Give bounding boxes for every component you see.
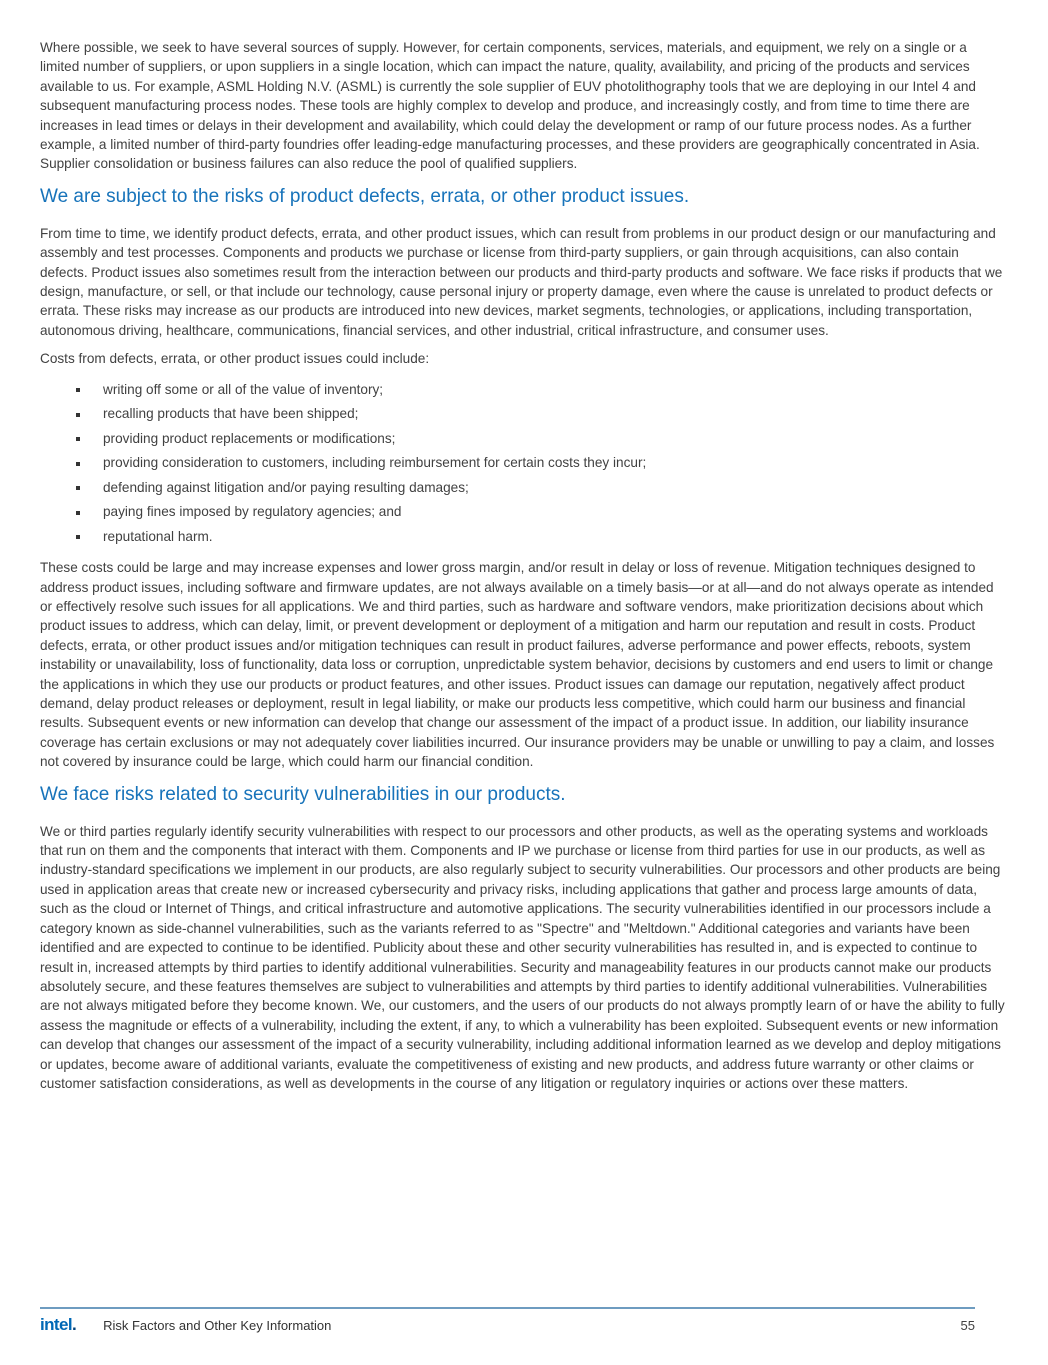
paragraph: These costs could be large and may increase expenses and lower gross margin, and/or result in delay or loss of revenue. Mitigation techniques designed to address product issues, including software and firmware updates, are not always available on a timely basis—or at all—and do not always operate as intended or effectively resolve such issues for all applications. We and third parties, such as hardware and software vendors, make prioritization decisions about which product issues to address, which can delay, limit, or prevent development or deployment of a mitigation and harm our reputation and result in costs. Product defects, errata, or other product issues and/or mitigation techniques can result in product failures, adverse performance and power effects, reboots, system instability or unavailability, loss of functionality, data loss or corruption, unpredictable system behavior, decisions by customers and end users to limit or change the applications in which they use our products or product features, and other issues. Product issues can damage our reputation, negatively affect product demand, delay product releases or deployment, result in legal liability, or make our products less competitive, which could harm our business and financial results. Subsequent events or new information can develop that change our assessment of the impact of a product issue. In addition, our liability insurance coverage has certain exclusions or may not adequately cover liabilities incurred. Our insurance providers may be unable or unwilling to pay a claim, and losses not covered by insurance could be large, which could harm our financial condition. — [40, 560, 995, 770]
list-item-text: writing off some or all of the value of inventory; — [103, 381, 384, 397]
list-item-text: reputational harm. — [103, 528, 213, 544]
footer-row — [40, 1317, 975, 1333]
section-heading-security-vulnerabilities: We face risks related to security vulnerabilities in our products. — [40, 783, 566, 805]
intel-logo-dot: . — [71, 1315, 77, 1334]
report-body — [40, 38, 1008, 1102]
risk-section-security-vulnerabilities — [40, 782, 1008, 1094]
bullet-marker — [76, 388, 80, 392]
list-item-text: providing consideration to customers, including reimbursement for certain costs they incur; — [103, 455, 647, 471]
list-item-text: providing product replacements or modifications; — [103, 430, 396, 446]
list-item-text: recalling products that have been shipped; — [103, 406, 359, 422]
paragraph: We or third parties regularly identify security vulnerabilities with respect to our processors and other products, as well as the operating systems and workloads that run on them and the components that interact with them. Components and IP we purchase or license from third parties for use in our products, as well as industry-standard specifications we implement in our products, are also regularly subject to security vulnerabilities. Our processors and other products are being used in application areas that create new or increased cybersecurity and privacy risks, including applications that gather and process large amounts of data, such as the cloud or Internet of Things, and critical infrastructure and automotive applications. The security vulnerabilities identified in our processors include a category known as side-channel vulnerabilities, such as the variants referred to as "Spectre" and "Meltdown." Additional categories and variants have been identified and are expected to continue to be identified. Publicity about these and other security vulnerabilities has resulted in, and is expected to continue to result in, increased attempts by third parties to identify additional vulnerabilities. Security and manageability features in our products cannot make our products absolutely secure, and these features themselves are subject to vulnerabilities and attempts by third parties to identify additional vulnerabilities. Vulnerabilities are not always mitigated before they become known. We, our customers, and the users of our products do not always promptly learn of or have the ability to fully assess the magnitude or effects of a vulnerability, including the extent, if any, to which a vulnerability has been exploited. Subsequent events or new information can develop that changes our assessment of the impact of a security vulnerability, including additional information learned as we develop and deploy mitigations or updates, become aware of additional variants, evaluate the competitiveness of existing and new products, and address future warranty or other claims or customer satisfaction considerations, as well as developments in the course of any litigation or regulatory inquiries or actions over these matters. — [40, 823, 1005, 1091]
intro-paragraph: Where possible, we seek to have several sources of supply. However, for certain components, services, materials, and equipment, we rely on a single or a limited number of suppliers, or upon suppliers in a single location, which can impact the nature, quality, availability, and pricing of the products and services available to us. For example, ASML Holding N.V. (ASML) is currently the sole supplier of EUV photolithography tools that we are deploying in our Intel 4 and subsequent manufacturing process nodes. These tools are highly complex to develop and produce, and increasingly costly, and from time to time there are increases in lead times or delays in their development and availability, which could delay the development or ramp of our future process nodes. As a further example, a limited number of third-party foundries offer leading-edge manufacturing processes, and these providers are geographically concentrated in Asia. Supplier consolidation or business failures can also reduce the pool of qualified suppliers. — [40, 40, 980, 172]
bullet-marker — [76, 535, 80, 539]
page-number: 55 — [960, 1318, 975, 1333]
list-item-text: paying fines imposed by regulatory agencies; and — [103, 504, 402, 520]
bullet-marker — [76, 511, 80, 515]
paragraph: From time to time, we identify product defects, errata, and other product issues, which can result from problems in our product design or our manufacturing and assembly and test processes. Components and products we purchase or license from third-party suppliers, or gain through acquisitions, can also contain defects. Product issues also sometimes result from the interaction between our products and third-party products and software. We face risks if products that we design, manufacture, or sell, or that include our technology, cause personal injury or property damage, even where the cause is unrelated to product defects or errata. These risks may increase as our products are introduced into new devices, market segments, technologies, or applications, including transportation, autonomous driving, healthcare, communications, financial services, and other industrial, critical infrastructure, and consumer uses. — [40, 225, 1003, 338]
bullet-marker — [76, 462, 80, 466]
footer-section-label: Risk Factors and Other Key Information — [103, 1318, 332, 1333]
list-item — [40, 525, 1008, 550]
list-item — [40, 476, 1008, 501]
list-item — [40, 427, 1008, 452]
list-item — [40, 451, 1008, 476]
list-item — [40, 500, 1008, 525]
intel-logo-text: intel — [40, 1315, 72, 1334]
list-item — [40, 378, 1008, 403]
intel-logo — [40, 1317, 76, 1333]
page-footer — [40, 1307, 975, 1333]
footer-rule — [40, 1307, 975, 1309]
list-item-text: defending against litigation and/or paying resulting damages; — [103, 479, 469, 495]
costs-bullet-list — [40, 378, 1008, 550]
list-item — [40, 402, 1008, 427]
bullet-marker — [76, 486, 80, 490]
risk-section-product-defects — [40, 184, 1008, 772]
bullet-list-lead-in: Costs from defects, errata, or other product issues could include: — [40, 351, 430, 367]
bullet-marker — [76, 413, 80, 417]
bullet-marker — [76, 437, 80, 441]
section-heading-product-defects: We are subject to the risks of product defects, errata, or other product issues. — [40, 185, 690, 207]
